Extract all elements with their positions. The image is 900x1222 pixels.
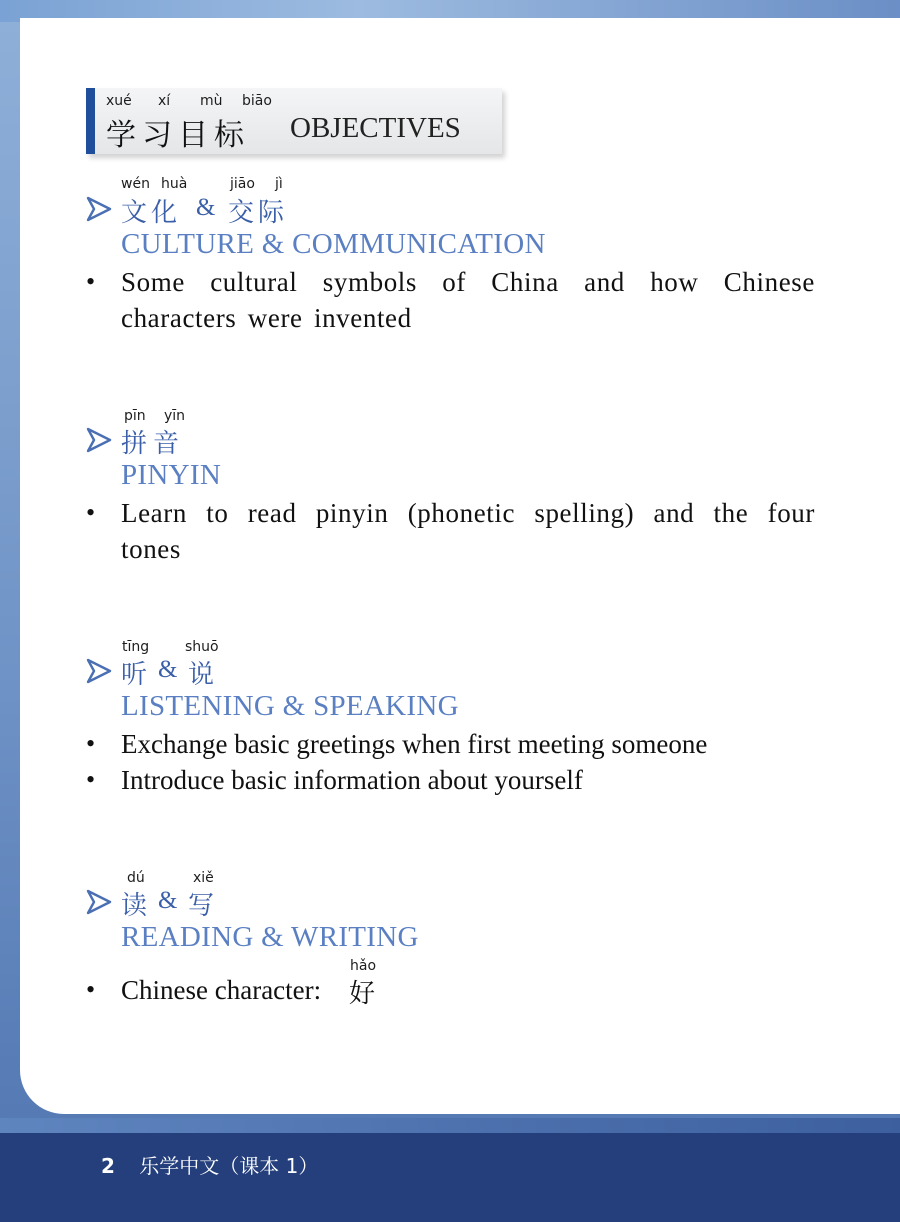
pinyin-du: dú [127, 870, 145, 886]
arrow-icon [86, 427, 112, 457]
bullet: • [86, 498, 96, 527]
objectives-title-zh: 学习目标 [106, 118, 250, 153]
book-title: 乐学中文（课本 1） [139, 1154, 319, 1178]
pinyin-hua: huà [161, 176, 188, 192]
section-title-zh-part1: 文化 [121, 198, 182, 228]
pinyin-xie: xiě [193, 870, 214, 886]
pinyin-jiao: jiāo [230, 176, 255, 192]
list-item-text: Chinese character: [121, 975, 322, 1005]
pinyin-wen: wén [121, 176, 150, 192]
section-title-zh-part2: 说 [188, 660, 215, 690]
list-item [121, 972, 321, 1008]
char-pinyin: hǎo [350, 958, 377, 974]
pinyin-xue: xué [106, 93, 132, 109]
bullet: • [86, 267, 96, 296]
pinyin-xi: xí [158, 93, 171, 109]
chinese-character: 好 [349, 979, 376, 1009]
list-item: Learn to read pinyin (phonetic spelling) and the four tones [121, 498, 815, 564]
bullet: • [86, 765, 96, 794]
pinyin-pin: pīn [124, 408, 146, 424]
section-title-zh-part1: 听 [121, 660, 148, 690]
section-title-en: LISTENING & SPEAKING [121, 690, 459, 722]
pinyin-yin: yīn [164, 408, 186, 424]
pinyin-ji: jì [275, 176, 283, 192]
pinyin-ting: tīng [122, 639, 150, 655]
section-title-amp: & [196, 194, 216, 221]
pinyin-mu: mù [200, 93, 223, 109]
section-title-zh-part2: 交际 [228, 198, 289, 228]
footer-divider [0, 1118, 900, 1133]
footer [101, 1150, 318, 1179]
section-title-en: PINYIN [121, 459, 222, 491]
section-title-zh-part1: 读 [121, 891, 148, 921]
section-title-en: CULTURE & COMMUNICATION [121, 228, 546, 260]
section-title-amp: & [158, 887, 178, 914]
arrow-icon [86, 889, 112, 919]
arrow-icon [86, 658, 112, 688]
section-title-en: READING & WRITING [121, 921, 419, 953]
section-title-zh: 拼音 [121, 429, 186, 459]
objectives-title-en: OBJECTIVES [290, 112, 461, 144]
bullet: • [86, 729, 96, 758]
section-title-zh-part2: 写 [188, 891, 215, 921]
arrow-icon [86, 196, 112, 226]
header-accent-bar [86, 88, 95, 154]
section-title-amp: & [158, 656, 178, 683]
bullet: • [86, 975, 96, 1004]
list-item: Introduce basic information about yourself [121, 765, 583, 795]
objectives-header [86, 88, 502, 154]
list-item: Exchange basic greetings when first meeting someone [121, 729, 708, 759]
pinyin-shuo: shuō [185, 639, 219, 655]
pinyin-biao: biāo [242, 93, 272, 109]
page-number: 2 [101, 1154, 115, 1178]
list-item: Some cultural symbols of China and how Chinese characters were invented [121, 267, 815, 333]
